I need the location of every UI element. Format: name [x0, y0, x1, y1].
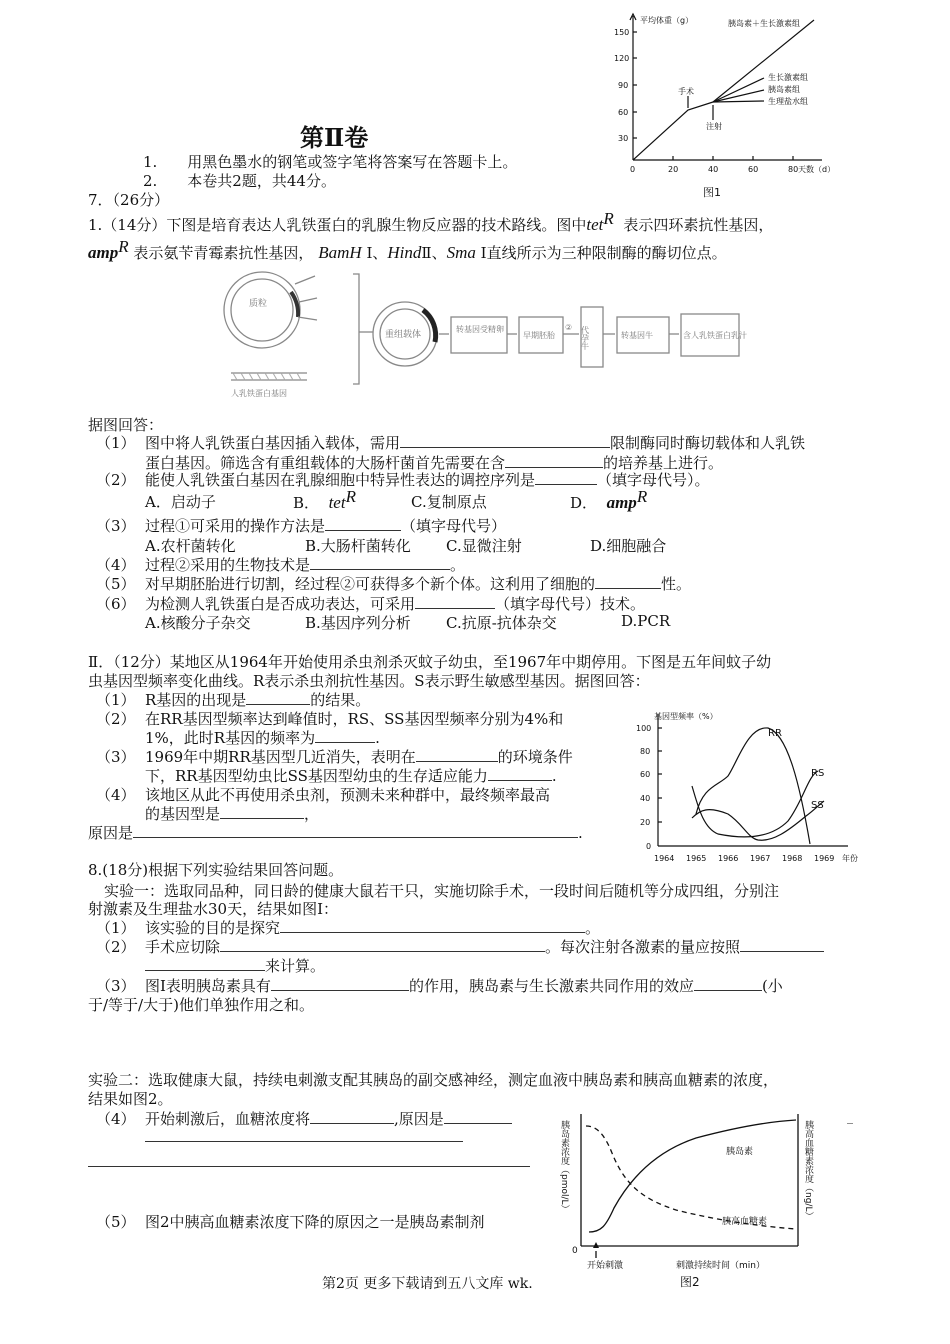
technology-route-diagram: [205, 262, 750, 402]
q8-q4-blank-line-2: [88, 1152, 530, 1171]
q8-q2-line2: 来计算。: [145, 955, 325, 976]
answer-blank[interactable]: [145, 956, 265, 971]
fig1-x-tick: 40: [708, 165, 719, 174]
flow-box-4: 转基因牛: [621, 331, 653, 340]
fig2-caption: 图2: [680, 1275, 700, 1289]
vector-label: 质粒: [249, 299, 268, 309]
fig1-inject-annotation: 注射: [706, 122, 722, 131]
q7-1-q6-option-a: A.核酸分子杂交: [145, 614, 251, 632]
answer-blank[interactable]: [595, 574, 661, 589]
answer-intro: 据图回答：: [88, 416, 164, 434]
q7-2-reason: 原因是 .: [88, 824, 583, 842]
flow-box-5: 含人乳铁蛋白乳汁: [683, 331, 747, 340]
gene-label: 人乳铁蛋白基因: [231, 389, 287, 398]
q8-q4-text: 开始刺激后，血糖浓度将 ,原因是: [145, 1108, 512, 1129]
fig2-x-label: 刺激持续时间（min）: [676, 1261, 765, 1271]
genotype-x-unit: 年份: [842, 854, 858, 863]
genotype-frequency-chart: [628, 706, 888, 866]
q7-2-intro-line1: Ⅱ．（12分）某地区从1964年开始使用杀虫剂杀灭蚊子幼虫，至1967年中期停用。下图是五年间蚊子幼: [88, 653, 772, 671]
answer-blank[interactable]: [220, 804, 304, 819]
q7-2-q2-line1: 在RR基因型频率达到峰值时，RS、SS基因型频率分别为4%和: [145, 710, 564, 728]
genotype-y-tick: 0: [646, 842, 652, 851]
genotype-x-tick: 1965: [686, 854, 707, 863]
fig1-y-tick: 30: [618, 134, 629, 143]
q7-2-q4-num: （4）: [96, 786, 136, 804]
genotype-x-tick: 1968: [782, 854, 803, 863]
flow-box-3: 代孕牛: [580, 326, 590, 350]
fig1-y-tick: 120: [614, 54, 630, 63]
q7-1-q3-option-d: D.细胞融合: [590, 537, 667, 555]
fig1-caption: 图1: [703, 186, 721, 199]
answer-blank[interactable]: [310, 1109, 394, 1124]
fig1-x-label: 天数（d）: [798, 165, 836, 174]
q8-exp2-line2: 结果如图2。: [88, 1090, 173, 1108]
section-title: 第Ⅱ卷: [300, 123, 369, 152]
fig2-y-left-label: 胰岛素浓度（pmol/L）: [559, 1120, 569, 1214]
flow-box-2: 早期胚胎: [523, 331, 555, 340]
q8-exp2-line1: 实验二：选取健康大鼠，持续电刺激支配其胰岛的副交感神经，测定血液中胰岛素和胰高血糖素的浓度，: [88, 1071, 779, 1089]
curve-label-rs: RS: [811, 768, 825, 779]
q7-1-q6-num: （6）: [96, 595, 136, 613]
q7-1-q3-option-b: B.大肠杆菌转化: [305, 537, 411, 555]
q8-q4-num: （4）: [96, 1110, 136, 1128]
q8-q4-blank-line: [145, 1127, 463, 1146]
answer-blank[interactable]: [280, 918, 585, 933]
flow-step-2: ②: [565, 323, 573, 332]
fig1-y-tick: 60: [618, 108, 629, 117]
instruction-1: 1. 用黑色墨水的钢笔或签字笔将答案写在答题卡上。: [143, 153, 518, 171]
q8-exp1-line2: 射激素及生理盐水30天，结果如图Ⅰ：: [88, 900, 339, 918]
fig1-series-label: 生理盐水组: [768, 97, 808, 106]
fig1-y-label: 平均体重（g）: [640, 16, 694, 25]
q7-1-q1-num: （1）: [96, 434, 136, 452]
q8-q2-line1: 手术应切除 。每次注射各激素的量应按照: [145, 936, 824, 957]
q7-2-q1-text: R基因的出现是 的结果。: [145, 691, 371, 709]
genotype-y-tick: 60: [640, 770, 651, 779]
answer-blank[interactable]: [488, 766, 552, 781]
q7-header: 7．（26分）: [88, 191, 170, 209]
q7-1-q6-option-d: D.PCR: [621, 612, 671, 630]
answer-blank[interactable]: [310, 555, 450, 570]
stray-dash: _: [847, 1110, 853, 1124]
answer-blank[interactable]: [535, 470, 597, 485]
fig1-series-label: 胰岛素组: [768, 85, 800, 94]
q8-q1-text: 该实验的目的是探究 。: [145, 919, 601, 937]
answer-blank[interactable]: [694, 976, 762, 991]
q7-1-q6-text: 为检测人乳铁蛋白是否成功表达，可采用 （填字母代号）技术。: [145, 595, 646, 613]
q7-1-q2-num: （2）: [96, 471, 136, 489]
q8-q3-line1: 图Ⅰ表明胰岛素具有 的作用，胰岛素与生长激素共同作用的效应 (小: [145, 977, 783, 995]
q7-2-q2-line2: 1%，此时R基因的频率为 .: [145, 729, 380, 747]
fig1-x-tick: 20: [668, 165, 679, 174]
q8-q5-num: （5）: [96, 1213, 136, 1231]
answer-blank[interactable]: [415, 594, 495, 609]
q7-2-q1-num: （1）: [96, 691, 136, 709]
q7-1-q2-option-c: C.复制原点: [411, 493, 487, 511]
q7-2-q4-line2: 的基因型是 ，: [145, 805, 320, 823]
genotype-y-tick: 80: [640, 747, 651, 756]
q7-1-q1-line1: 图中将人乳铁蛋白基因插入载体，需用 限制酶同时酶切载体和人乳铁: [145, 434, 806, 452]
fig1-series-label: 生长激素组: [768, 73, 808, 82]
genotype-x-tick: 1967: [750, 854, 771, 863]
q7-2-q3-num: （3）: [96, 748, 136, 766]
q7-1-q3-text: 过程①可采用的操作方法是 （填字母代号）: [145, 517, 507, 535]
q8-header: 8.(18分)根据下列实验结果回答问题。: [88, 861, 344, 879]
answer-blank[interactable]: [505, 453, 603, 468]
curve-label-rr: RR: [768, 728, 782, 739]
q7-1-q2-option-d: D． amp$^R$: [570, 487, 648, 512]
answer-blank[interactable]: [271, 976, 409, 991]
q8-q2-num: （2）: [96, 938, 136, 956]
genotype-y-tick: 100: [636, 724, 652, 733]
fig1-x-tick: 0: [630, 165, 636, 174]
fig1-x-tick: 80: [788, 165, 799, 174]
fig2-origin: 0: [572, 1246, 578, 1256]
flow-box-1: 转基因受精卵: [456, 325, 504, 334]
q7-1-q5-text: 对早期胚胎进行切割，经过程②可获得多个新个体。这利用了细胞的 性。: [145, 575, 692, 593]
q7-1-q4-num: （4）: [96, 556, 136, 574]
genotype-x-tick: 1969: [814, 854, 835, 863]
q7-1-q3-option-c: C.显微注射: [446, 537, 522, 555]
fig1-surgery-annotation: 手术: [678, 87, 694, 96]
fig1-y-tick: 90: [618, 81, 629, 90]
q7-1-q3-num: （3）: [96, 517, 136, 535]
genotype-x-tick: 1966: [718, 854, 739, 863]
q7-1-q4-text: 过程②采用的生物技术是 。: [145, 556, 466, 574]
q7-2-q4-line1: 该地区从此不再使用杀虫剂，预测未来种群中，最终频率最高: [145, 786, 551, 804]
fig1-series-label: 胰岛素＋生长激素组: [728, 19, 800, 28]
q7-2-q2-num: （2）: [96, 710, 136, 728]
page-footer: 第2页 更多下载请到五八文库 wk.: [322, 1276, 533, 1292]
answer-blank[interactable]: [88, 1152, 530, 1167]
figure-2-hormone-chart: [556, 1108, 826, 1294]
answer-blank[interactable]: [444, 1109, 512, 1124]
q7-1-q5-num: （5）: [96, 575, 136, 593]
q7-1-q1-line2: 蛋白基因。筛选含有重组载体的大肠杆菌首先需要在含 的培养基上进行。: [145, 454, 724, 472]
q7-1-q6-option-b: B.基因序列分析: [305, 614, 411, 632]
answer-blank[interactable]: [416, 747, 498, 762]
q8-q3-line2: 于/等于/大于)他们单独作用之和。: [88, 996, 314, 1014]
answer-blank[interactable]: [400, 433, 610, 448]
figure-1-weight-chart: [600, 10, 850, 210]
answer-blank[interactable]: [133, 823, 578, 838]
q8-q1-num: （1）: [96, 919, 136, 937]
q7-2-q3-line2: 下，RR基因型幼虫比SS基因型幼虫的生存适应能力 .: [145, 767, 557, 785]
q7-1-q6-option-c: C.抗原-抗体杂交: [446, 614, 557, 632]
instruction-2: 2. 本卷共2题，共44分。: [143, 172, 336, 190]
fig1-y-tick: 150: [614, 28, 630, 37]
genotype-y-tick: 20: [640, 818, 651, 827]
fig2-insulin-curve-label: 胰岛素: [726, 1147, 754, 1157]
q7-1-q2-option-b: B． tet$^R$: [293, 487, 356, 512]
q7-1-q2-options: A．启动子: [145, 493, 216, 511]
q8-q3-num: （3）: [96, 977, 136, 995]
genotype-x-tick: 1964: [654, 854, 675, 863]
genotype-chart-y-label: 基因型频率（%）: [654, 712, 718, 721]
answer-blank[interactable]: [220, 937, 545, 952]
q7-2-q3-line1: 1969年中期RR基因型几近消失，表明在 的环境条件: [145, 748, 573, 766]
q7-1-intro-line1: 1.（14分）下图是培育表达人乳铁蛋白的乳腺生物反应器的技术路线。图中tet$^R$ 表示四环素抗性基因，: [88, 209, 774, 234]
answer-blank[interactable]: [325, 516, 401, 531]
answer-blank[interactable]: [740, 937, 824, 952]
q7-1-q3-option-a: A.农杆菌转化: [145, 537, 236, 555]
q7-1-intro-line2: amp$^R$ 表示氨苄青霉素抗性基因， BamH Ⅰ、HindⅡ、Sma Ⅰ直线所示为三种限制酶的酶切位点。: [88, 237, 727, 262]
fig1-x-tick: 60: [748, 165, 759, 174]
q8-q5-text: 图2中胰高血糖素浓度下降的原因之一是胰岛素制剂: [145, 1213, 485, 1231]
fig2-y-right-label: 胰高血糖素浓度（ng/L）: [803, 1120, 813, 1221]
fig2-start-label: 开始刺激: [587, 1261, 624, 1271]
genotype-y-tick: 40: [640, 794, 651, 803]
q8-exp1-line1: 实验一：选取同品种，同日龄的健康大鼠若干只，实施切除手术，一段时间后随机等分成四组，分别注: [104, 882, 780, 900]
q7-2-intro-line2: 虫基因型频率变化曲线。R表示杀虫剂抗性基因。S表示野生敏感型基因。据图回答：: [88, 672, 650, 690]
curve-label-ss: SS: [811, 800, 824, 811]
recombinant-vector-label: 重组载体: [385, 330, 422, 340]
q7-1-q2-text: 能使人乳铁蛋白基因在乳腺细胞中特异性表达的调控序列是 （填字母代号）。: [145, 471, 710, 489]
answer-blank[interactable]: [145, 1127, 463, 1142]
fig2-glucagon-curve-label: 胰高血糖素: [722, 1217, 768, 1227]
answer-blank[interactable]: [315, 728, 375, 743]
answer-blank[interactable]: [246, 690, 310, 705]
